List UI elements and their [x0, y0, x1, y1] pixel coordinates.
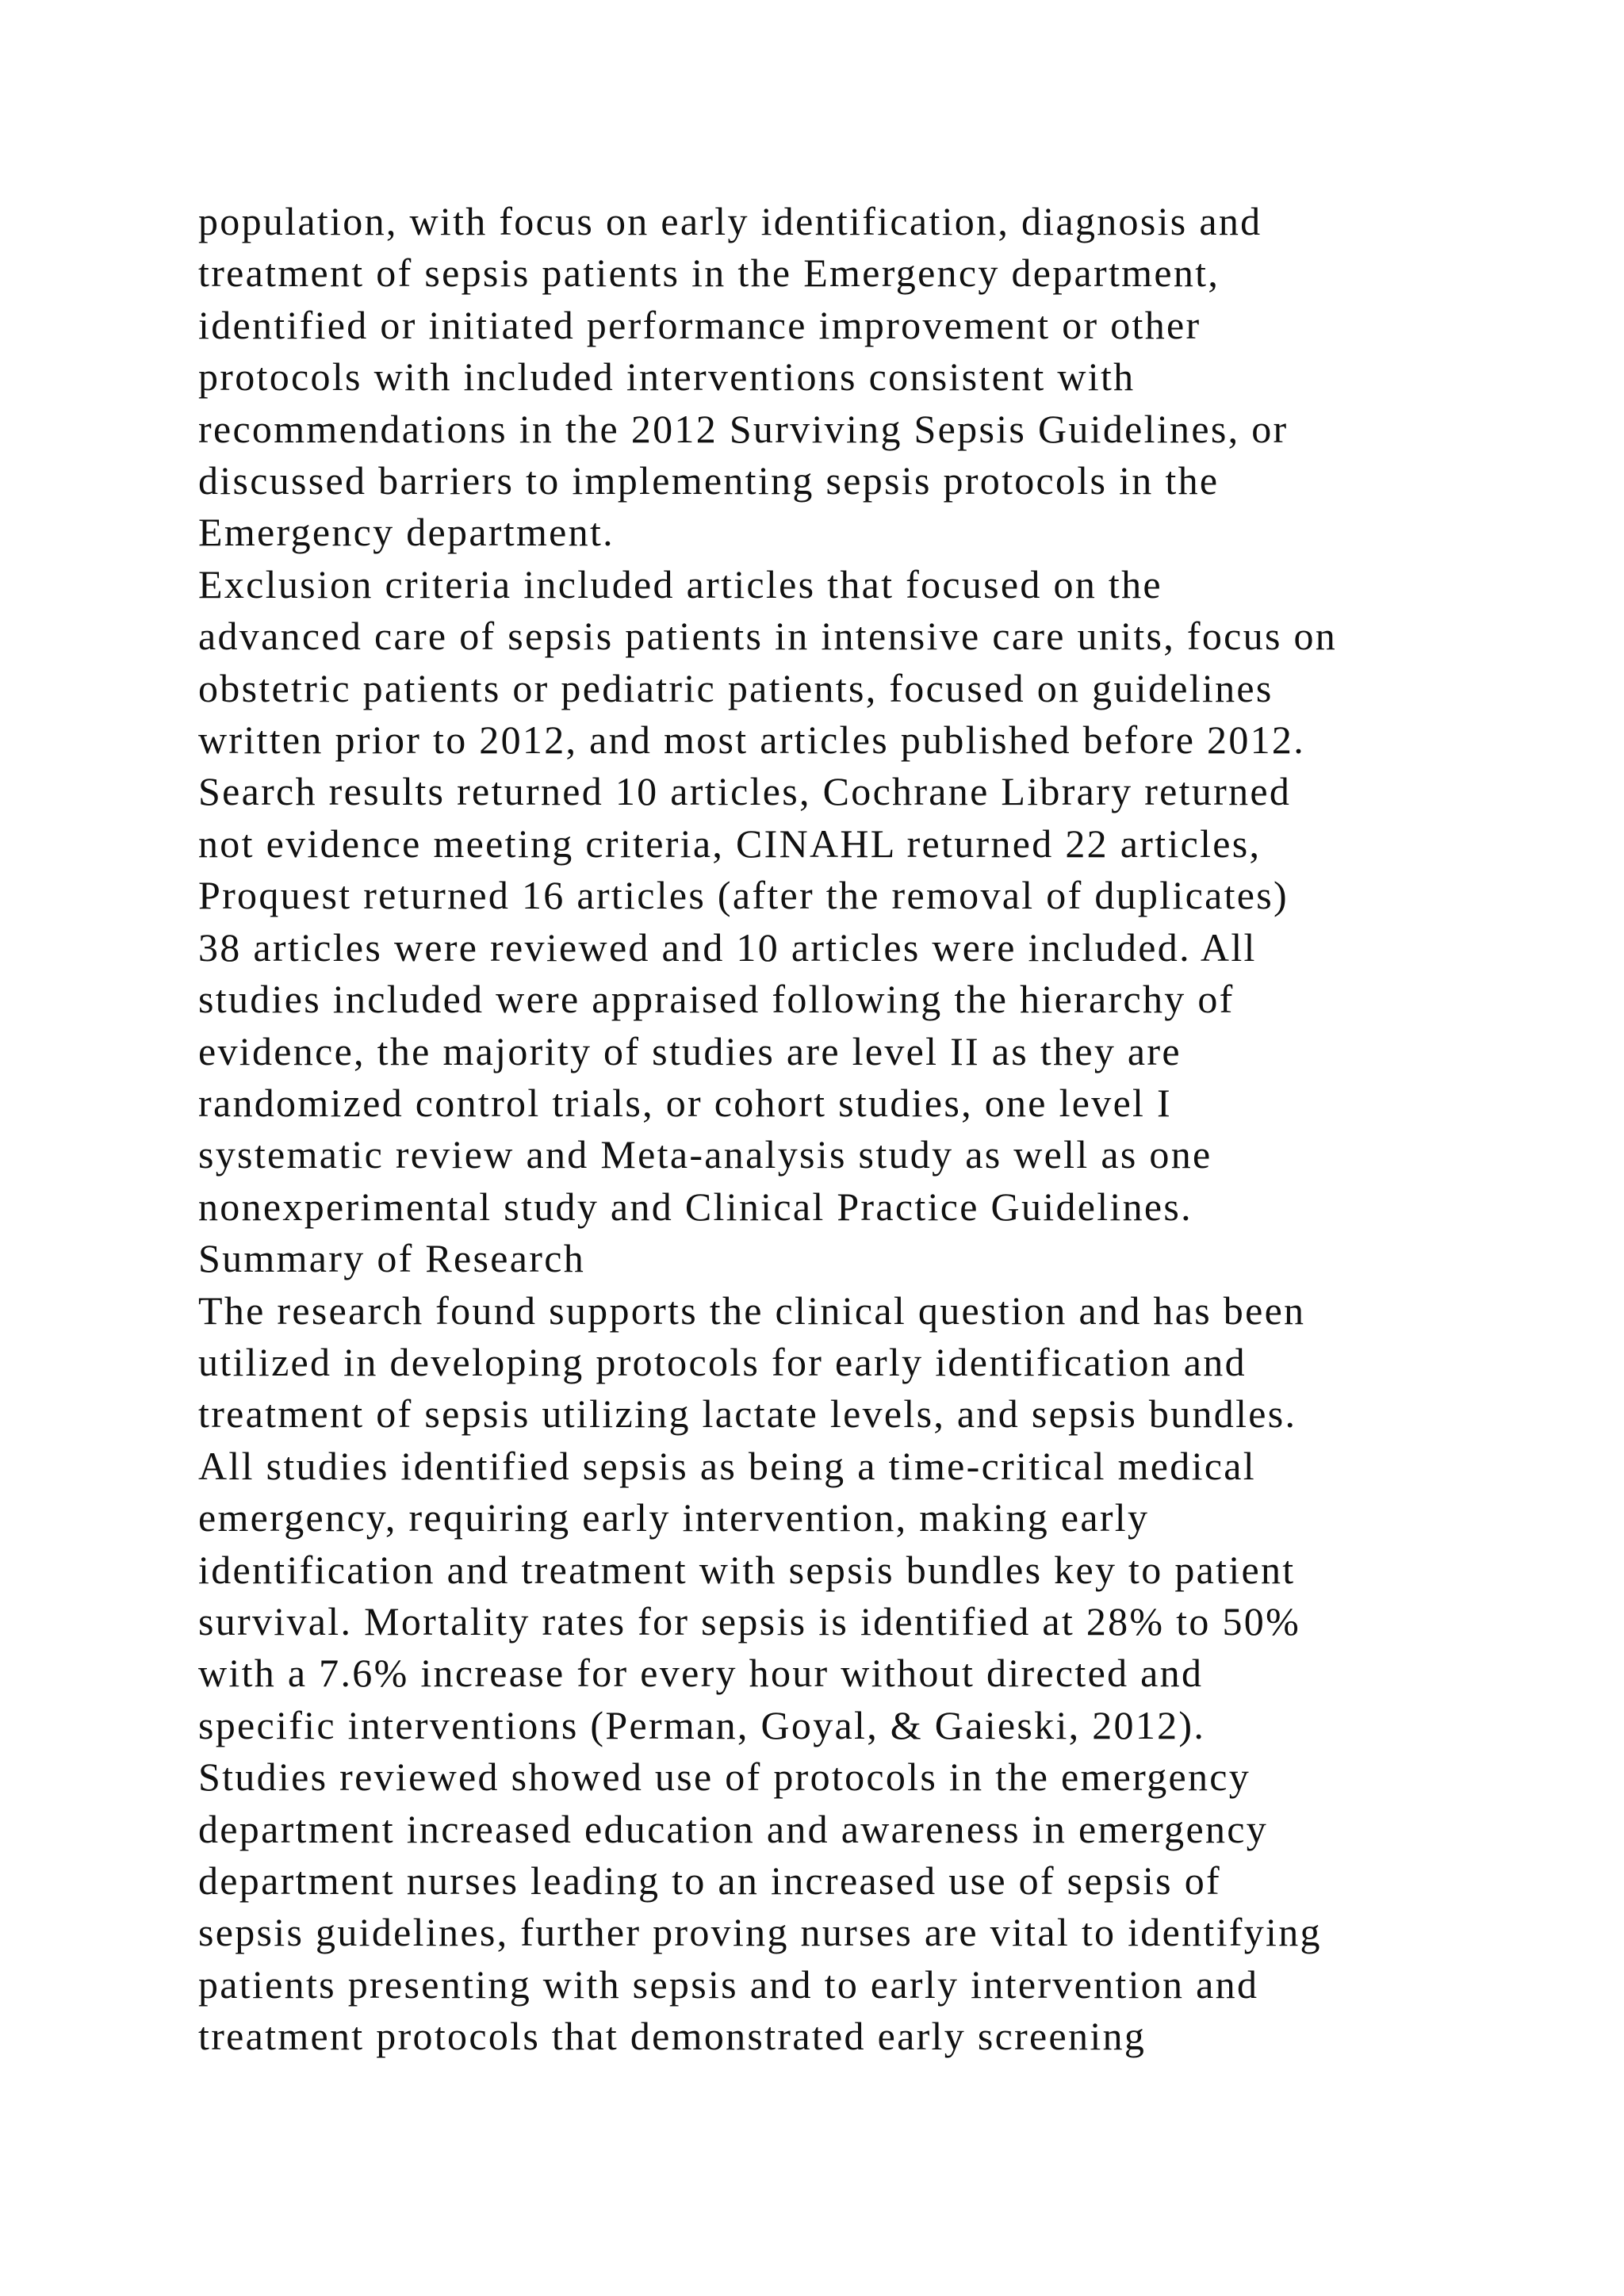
- text-line: randomized control trials, or cohort studies, one level I: [198, 1080, 1172, 1125]
- text-line: identification and treatment with sepsis bundles key to patient: [198, 1547, 1296, 1592]
- text-line: treatment protocols that demonstrated early screening: [198, 2014, 1147, 2059]
- text-line: Search results returned 10 articles, Cochrane Library returned: [198, 769, 1292, 814]
- text-line: population, with focus on early identification, diagnosis and: [198, 199, 1262, 243]
- text-line: department increased education and awareness in emergency: [198, 1806, 1269, 1851]
- text-line: treatment of sepsis patients in the Emergency department,: [198, 251, 1220, 296]
- text-line: utilized in developing protocols for early identification and: [198, 1339, 1247, 1384]
- text-line: obstetric patients or pediatric patients, focused on guidelines: [198, 665, 1274, 710]
- text-line: discussed barriers to implementing sepsis protocols in the: [198, 458, 1220, 503]
- text-line: department nurses leading to an increased use of sepsis of: [198, 1858, 1221, 1903]
- body-text: [198, 196, 1451, 2063]
- text-line: treatment of sepsis utilizing lactate levels, and sepsis bundles.: [198, 1391, 1297, 1437]
- text-line: survival. Mortality rates for sepsis is identified at 28% to 50%: [198, 1598, 1301, 1644]
- text-line: Emergency department.: [198, 510, 615, 555]
- text-line: Exclusion criteria included articles that focused on the: [198, 561, 1162, 607]
- text-line: systematic review and Meta-analysis study as well as one: [198, 1132, 1212, 1177]
- text-line: emergency, requiring early intervention, making early: [198, 1495, 1150, 1540]
- text-line: studies included were appraised following the hierarchy of: [198, 977, 1235, 1022]
- text-line: sepsis guidelines, further proving nurses are vital to identifying: [198, 1910, 1322, 1955]
- text-line: Proquest returned 16 articles (after the removal of duplicates): [198, 873, 1289, 918]
- text-line: recommendations in the 2012 Surviving Sepsis Guidelines, or: [198, 406, 1289, 451]
- text-line: Studies reviewed showed use of protocols in the emergency: [198, 1755, 1251, 1800]
- text-line: with a 7.6% increase for every hour without directed and: [198, 1651, 1204, 1696]
- text-line: specific interventions (Perman, Goyal, & Gaieski, 2012).: [198, 1702, 1206, 1747]
- text-line: protocols with included interventions consistent with: [198, 354, 1136, 400]
- text-line: not evidence meeting criteria, CINAHL returned 22 articles,: [198, 821, 1262, 866]
- section-heading: Summary of Research: [198, 1236, 586, 1281]
- text-line: advanced care of sepsis patients in intensive care units, focus on: [198, 614, 1338, 659]
- text-line: identified or initiated performance improvement or other: [198, 302, 1201, 347]
- text-line: written prior to 2012, and most articles published before 2012.: [198, 718, 1306, 763]
- text-line: evidence, the majority of studies are level II as they are: [198, 1028, 1182, 1073]
- text-line: 38 articles were reviewed and 10 articles were included. All: [198, 924, 1257, 970]
- text-line: patients presenting with sepsis and to early intervention and: [198, 1961, 1259, 2007]
- text-line: nonexperimental study and Clinical Practice Guidelines.: [198, 1184, 1193, 1229]
- text-line: All studies identified sepsis as being a time-critical medical: [198, 1443, 1256, 1488]
- text-line: The research found supports the clinical question and has been: [198, 1288, 1306, 1333]
